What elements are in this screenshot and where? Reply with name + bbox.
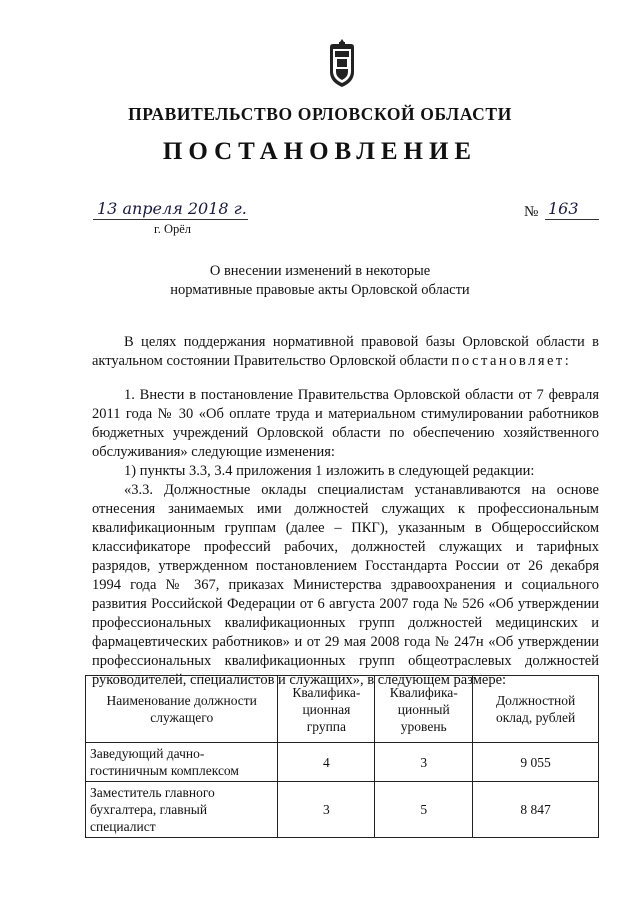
salary-cell: 8 847 xyxy=(473,782,599,838)
document-number: 163 xyxy=(548,199,579,218)
decree-items xyxy=(92,386,599,690)
table-row xyxy=(86,743,599,782)
position-cell: Заместитель главного бухгалтера, главный специалист xyxy=(86,782,278,838)
group-cell: 3 xyxy=(278,782,375,838)
document-type-title: ПОСТАНОВЛЕНИЕ xyxy=(162,138,478,165)
government-title: ПРАВИТЕЛЬСТВО ОРЛОВСКОЙ ОБЛАСТИ xyxy=(128,104,512,124)
salary-table xyxy=(85,675,599,838)
column-header-salary: Должностной оклад, рублей xyxy=(473,676,599,743)
table-row xyxy=(86,782,599,838)
item-paragraph: 1. Внести в постановление Правительства Орловской области от 7 февраля 2011 года № 30 «Об оплате труда и материальном стимулировании работников бюджетных учреждений Орловской области по обеспечению хозяйственного обслуживания» следующие изменения: xyxy=(92,387,599,460)
column-header-level: Квалифика-ционный уровень xyxy=(375,676,473,743)
group-cell: 4 xyxy=(278,743,375,782)
level-cell: 3 xyxy=(375,743,473,782)
date-underline xyxy=(93,219,248,220)
item-paragraph: 1) пункты 3.3, 3.4 приложения 1 изложить в следующей редакции: xyxy=(124,463,535,479)
document-number-label: № xyxy=(524,204,539,220)
position-cell: Заведующий дачно-гостиничным комплексом xyxy=(86,743,278,782)
column-header-position: Наименование должности служащего xyxy=(86,676,278,743)
subject-line-1: О внесении изменений в некоторые xyxy=(209,263,431,279)
document-date: 13 апреля 2018 г. xyxy=(97,199,247,218)
preamble-text: В целях поддержания нормативной правовой базы Орловской области в актуальном состоянии Правительство Орловской области xyxy=(92,334,599,369)
salary-cell: 9 055 xyxy=(473,743,599,782)
table-header-row xyxy=(86,676,599,743)
document-subject xyxy=(0,262,640,300)
column-header-group: Квалифика-ционная группа xyxy=(278,676,375,743)
preamble-paragraph xyxy=(92,333,599,371)
coat-of-arms-icon xyxy=(327,38,357,88)
level-cell: 5 xyxy=(375,782,473,838)
decree-word: постановляет: xyxy=(451,353,572,369)
item-paragraph: «3.3. Должностные оклады специалистам устанавливаются на основе отнесения занимаемых ими должностей служащих к профессиональным квалификационным группам (далее – ПКГ), указанным в Общероссийском классификаторе профессий рабочих, должностей служащих и тарифных разрядов, утвержденном постановлением Госстандарта России от 26 декабря 1994 года № 367, приказах Министерства здравоохранения и социального развития Российской Федерации от 6 августа 2007 года № 526 «Об утверждении профессиональных квалификационных групп должностей медицинских и фармацевтических работников» и от 29 мая 2008 года № 247н «Об утверждении профессиональных квалификационных групп общеотраслевых должностей руководителей, специалистов и служащих», в следующем размере: xyxy=(92,482,599,688)
subject-line-2: нормативные правовые акты Орловской области xyxy=(170,282,470,298)
document-city: г. Орёл xyxy=(154,222,192,236)
number-underline xyxy=(545,219,599,220)
